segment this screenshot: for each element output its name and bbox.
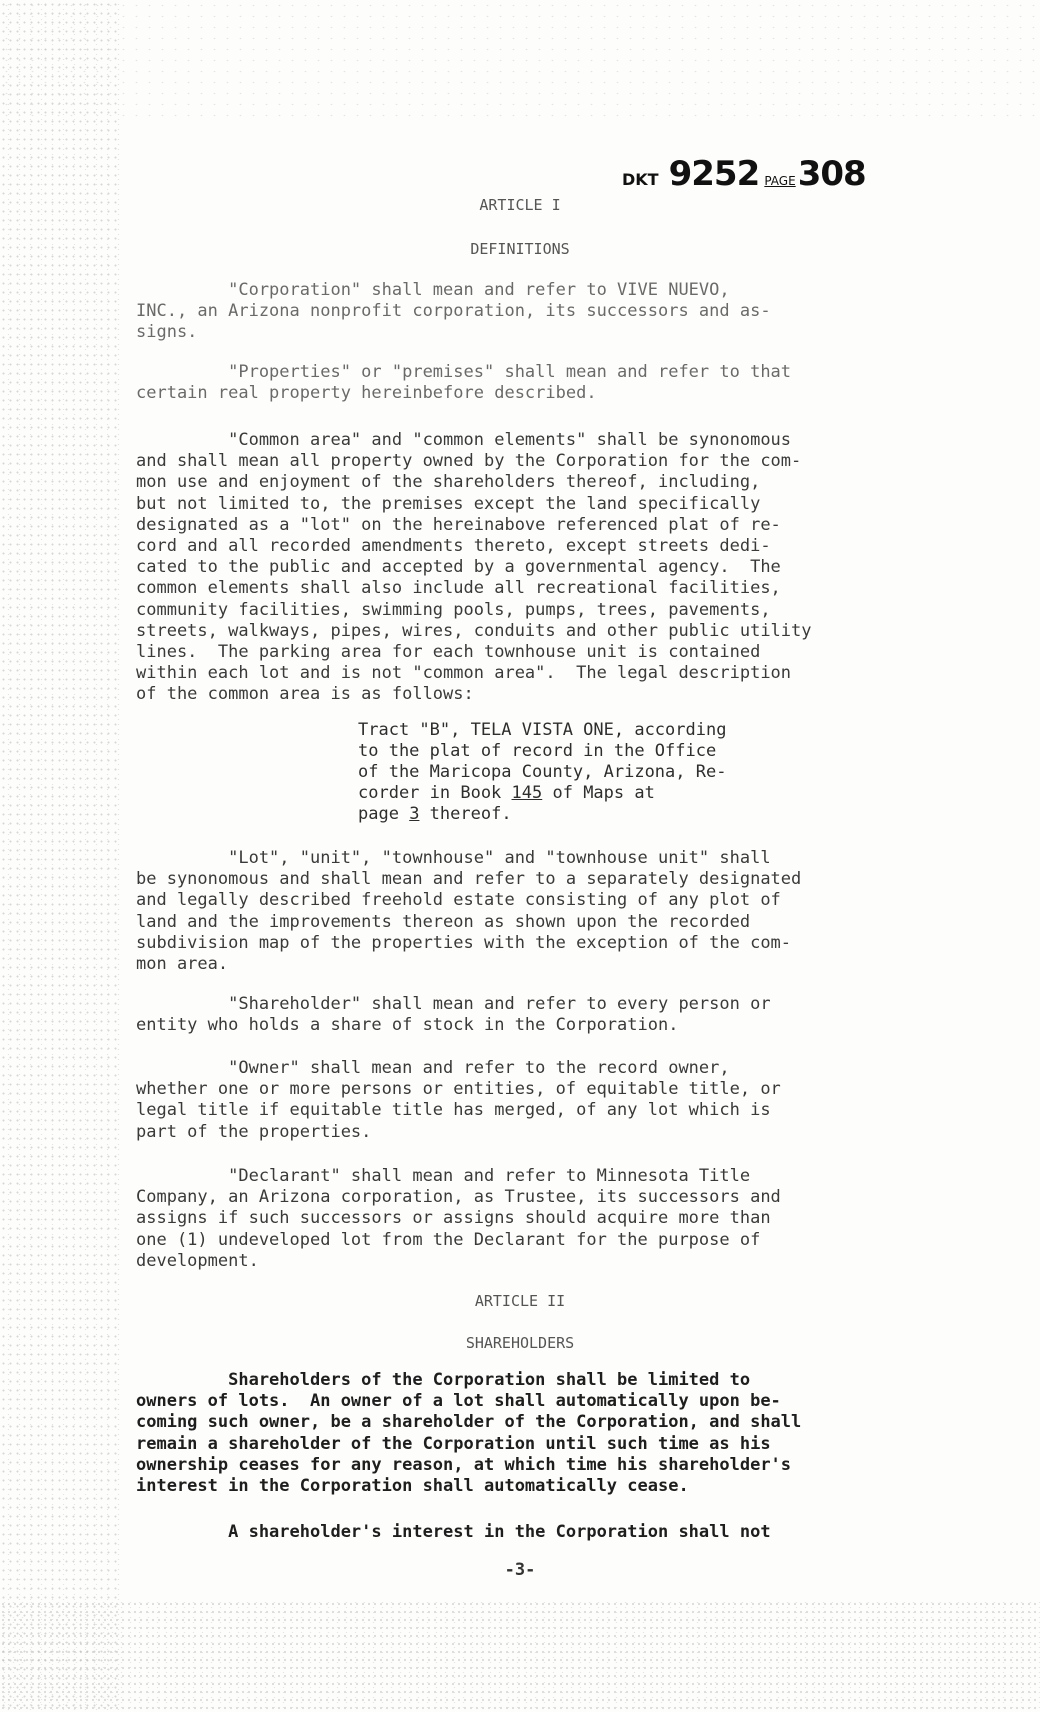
legal-page-number: 3 [409,804,420,824]
definition-common-area: "Common area" and "common elements" shall be synonomous and shall mean all property owned by the Corporation for the com- mon use and enjoyment of the shareholders thereof, including, but not limited to, the premises except the land specifically designated as a "lot" on the hereinabove referenced plat of re- cord and all recorded amendments thereto, except streets dedi- cated to the public and accepted by a governmental agency. The common elements shall also include all recreational facilities, community facilities, swimming pools, pumps, trees, pavements, streets, walkways, pipes, wires, conduits and other public utility lines. The parking area for each townhouse unit is contained within each lot and is not "common area". The legal description of the common area is as follows: [136,430,812,705]
definition-shareholder: "Shareholder" shall mean and refer to every person or entity who holds a share of stock in the Corporation. [136,994,771,1036]
definition-owner: "Owner" shall mean and refer to the record owner, whether one or more persons or entities, of equitable title, or legal title if equitable title has merged, of any lot which is part of the properties. [136,1058,781,1142]
article-1-title: DEFINITIONS [470,240,570,258]
recording-stamp [622,154,866,194]
legal-description [358,720,726,825]
legal-line-1: Tract "B", TELA VISTA ONE, according [358,720,727,740]
definition-properties: "Properties" or "premises" shall mean and refer to that certain real property hereinbefore described. [136,362,792,404]
article-1-heading: ARTICLE I [479,196,561,214]
legal-line-3: of the Maricopa County, Arizona, Re- [358,762,727,782]
legal-line-5-post: thereof. [419,804,512,824]
stamp-book-number: 9252 [668,154,760,194]
stamp-page-label: PAGE [764,174,796,188]
article-2-heading: ARTICLE II [474,1292,566,1310]
page-number: -3- [504,1560,536,1580]
article-2-title: SHAREHOLDERS [465,1334,575,1352]
legal-book-number: 145 [511,783,543,803]
legal-line-5-pre: page [358,804,410,824]
definition-declarant: "Declarant" shall mean and refer to Minnesota Title Company, an Arizona corporation, as Trustee, its successors and assigns if such successors or assigns should acquire more than one (1) undeveloped lot from the Declarant for the purpose of development. [136,1166,781,1271]
definition-lot: "Lot", "unit", "townhouse" and "townhouse unit" shall be synonomous and shall mean and refer to a separately designated and legally described freehold estate consisting of any plot of land and the improvements thereon as shown upon the recorded subdivision map of the properties with the exception of the com- mon area. [136,848,802,975]
scan-noise-bottom [0,1600,1040,1712]
legal-line-4-pre: corder in Book [358,783,512,803]
legal-line-2: to the plat of record in the Office [358,741,717,761]
stamp-book-label: DKT [622,170,659,189]
scan-noise-top [0,0,1040,120]
shareholders-paragraph-1: Shareholders of the Corporation shall be limited to owners of lots. An owner of a lot shall automatically upon be- coming such owner, be a shareholder of the Corporation, and shall remain a shareholder of the Corporation until such time as his ownership ceases for any reason, at which time his shareholder's interest in the Corporation shall automatically cease. [136,1370,802,1497]
stamp-page-number: 308 [797,154,866,194]
shareholders-paragraph-2: A shareholder's interest in the Corporation shall not [136,1522,771,1542]
definition-corporation: "Corporation" shall mean and refer to VIVE NUEVO, INC., an Arizona nonprofit corporation, its successors and as- signs. [136,280,771,343]
legal-line-4-post: of Maps at [542,783,655,803]
